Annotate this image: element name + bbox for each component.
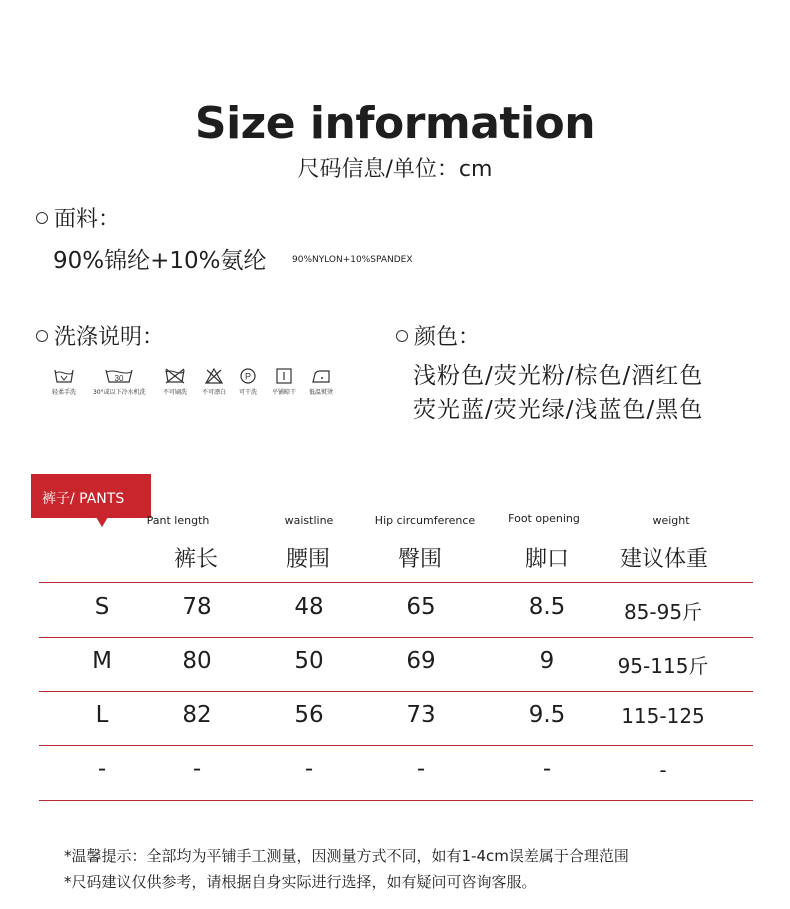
table-row	[0, 702, 790, 732]
fabric-section-label	[36, 202, 120, 233]
fabric-value-en: 90%NYLON+10%SPANDEX	[292, 255, 413, 265]
column-header-en: Foot opening	[508, 512, 580, 525]
care-item-flat-dry	[272, 368, 296, 396]
care-caption: 平铺晾干	[272, 389, 297, 396]
column-header-en: weight	[652, 514, 690, 527]
table-cell: -	[304, 756, 314, 782]
low-iron-icon	[311, 368, 331, 384]
table-cell: -	[659, 758, 667, 782]
table-cell: 115-125	[621, 704, 705, 728]
size-cell: M	[92, 648, 112, 674]
dry-clean-letter: P	[244, 371, 252, 382]
table-cell: 82	[182, 702, 212, 728]
table-cell: 50	[294, 648, 324, 674]
care-caption: 轻柔手洗	[52, 389, 77, 396]
table-cell: 8.5	[528, 594, 566, 620]
column-header-cn: 臀围	[397, 547, 442, 572]
table-cell: 85-95斤	[623, 600, 703, 624]
note-measurement: *温馨提示：全部均为平铺手工测量，因测量方式不同，如有1-4cm误差属于合理范围	[64, 847, 629, 865]
care-item-low-iron	[309, 368, 333, 396]
bullet-circle-icon	[396, 330, 408, 342]
no-bleach-icon	[164, 368, 186, 384]
note-size-advice: *尺码建议仅供参考，请根据自身实际进行选择，如有疑问可咨询客服。	[64, 873, 537, 891]
color-section-label	[396, 320, 480, 351]
page-title: Size information	[194, 98, 596, 149]
wash-temp: 30	[114, 374, 124, 383]
column-header-en: Pant length	[146, 514, 210, 527]
wash-30-icon	[105, 368, 133, 384]
care-item-dry-clean	[239, 368, 257, 396]
column-header-cn: 裤长	[173, 547, 218, 572]
table-cell: -	[416, 756, 426, 782]
color-options-line-1: 浅粉色/荧光粉/棕色/酒红色	[413, 363, 704, 389]
pants-badge-label: 裤子/ PANTS	[42, 491, 125, 507]
size-cell: S	[94, 594, 110, 620]
table-cell: 9.5	[528, 702, 566, 728]
dry-clean-p-icon	[239, 368, 257, 384]
column-header-cn: 腰围	[285, 547, 330, 572]
washing-label-text: 洗涤说明：	[54, 325, 165, 350]
table-divider	[39, 582, 753, 583]
table-cell: -	[542, 756, 552, 782]
column-header-cn: 脚口	[524, 547, 569, 572]
hand-wash-icon	[54, 368, 74, 384]
care-caption: 不可刷洗	[163, 389, 188, 396]
table-cell: -	[192, 756, 202, 782]
table-cell: 73	[406, 702, 436, 728]
column-header-en: waistline	[284, 514, 334, 527]
table-row	[0, 594, 790, 624]
no-bleach-triangle-icon	[205, 368, 223, 384]
table-cell: 48	[294, 594, 324, 620]
bullet-circle-icon	[36, 212, 48, 224]
size-cell: L	[95, 702, 109, 728]
table-cell: 56	[294, 702, 324, 728]
fabric-value: 90%锦纶+10%氨纶	[53, 248, 267, 274]
table-cell: 65	[406, 594, 436, 620]
table-row	[0, 648, 790, 678]
bullet-circle-icon	[36, 330, 48, 342]
care-item-hand-wash	[52, 368, 76, 396]
table-cell: 69	[406, 648, 436, 674]
care-caption: 可干洗	[239, 389, 258, 396]
table-cell: 78	[182, 594, 212, 620]
care-caption: 30°或以下冷水机洗	[93, 389, 146, 396]
table-cell: 95-115斤	[617, 654, 709, 678]
pants-badge	[31, 474, 151, 518]
care-item-wash-30	[93, 368, 146, 396]
page-subtitle: 尺码信息/单位：cm	[297, 157, 493, 182]
table-cell: 9	[539, 648, 555, 674]
care-caption: 不可漂白	[202, 389, 227, 396]
fabric-label-text: 面料：	[54, 207, 121, 232]
color-label-text: 颜色：	[414, 325, 481, 350]
table-cell: 80	[182, 648, 212, 674]
table-row	[0, 756, 790, 786]
color-options-line-2: 荧光蓝/荧光绿/浅蓝色/黑色	[413, 397, 704, 423]
column-header-cn: 建议体重	[619, 547, 708, 572]
care-item-no-scrub	[163, 368, 187, 396]
column-header-en: Hip circumference	[374, 514, 476, 527]
table-divider	[39, 745, 753, 746]
table-divider	[39, 800, 753, 801]
care-item-no-bleach	[202, 368, 226, 396]
flat-dry-icon	[276, 368, 292, 384]
table-divider	[39, 691, 753, 692]
washing-section-label	[36, 320, 164, 351]
badge-pointer	[96, 517, 108, 527]
care-caption: 低温熨烫	[309, 389, 334, 396]
size-cell: -	[97, 756, 107, 782]
table-divider	[39, 637, 753, 638]
